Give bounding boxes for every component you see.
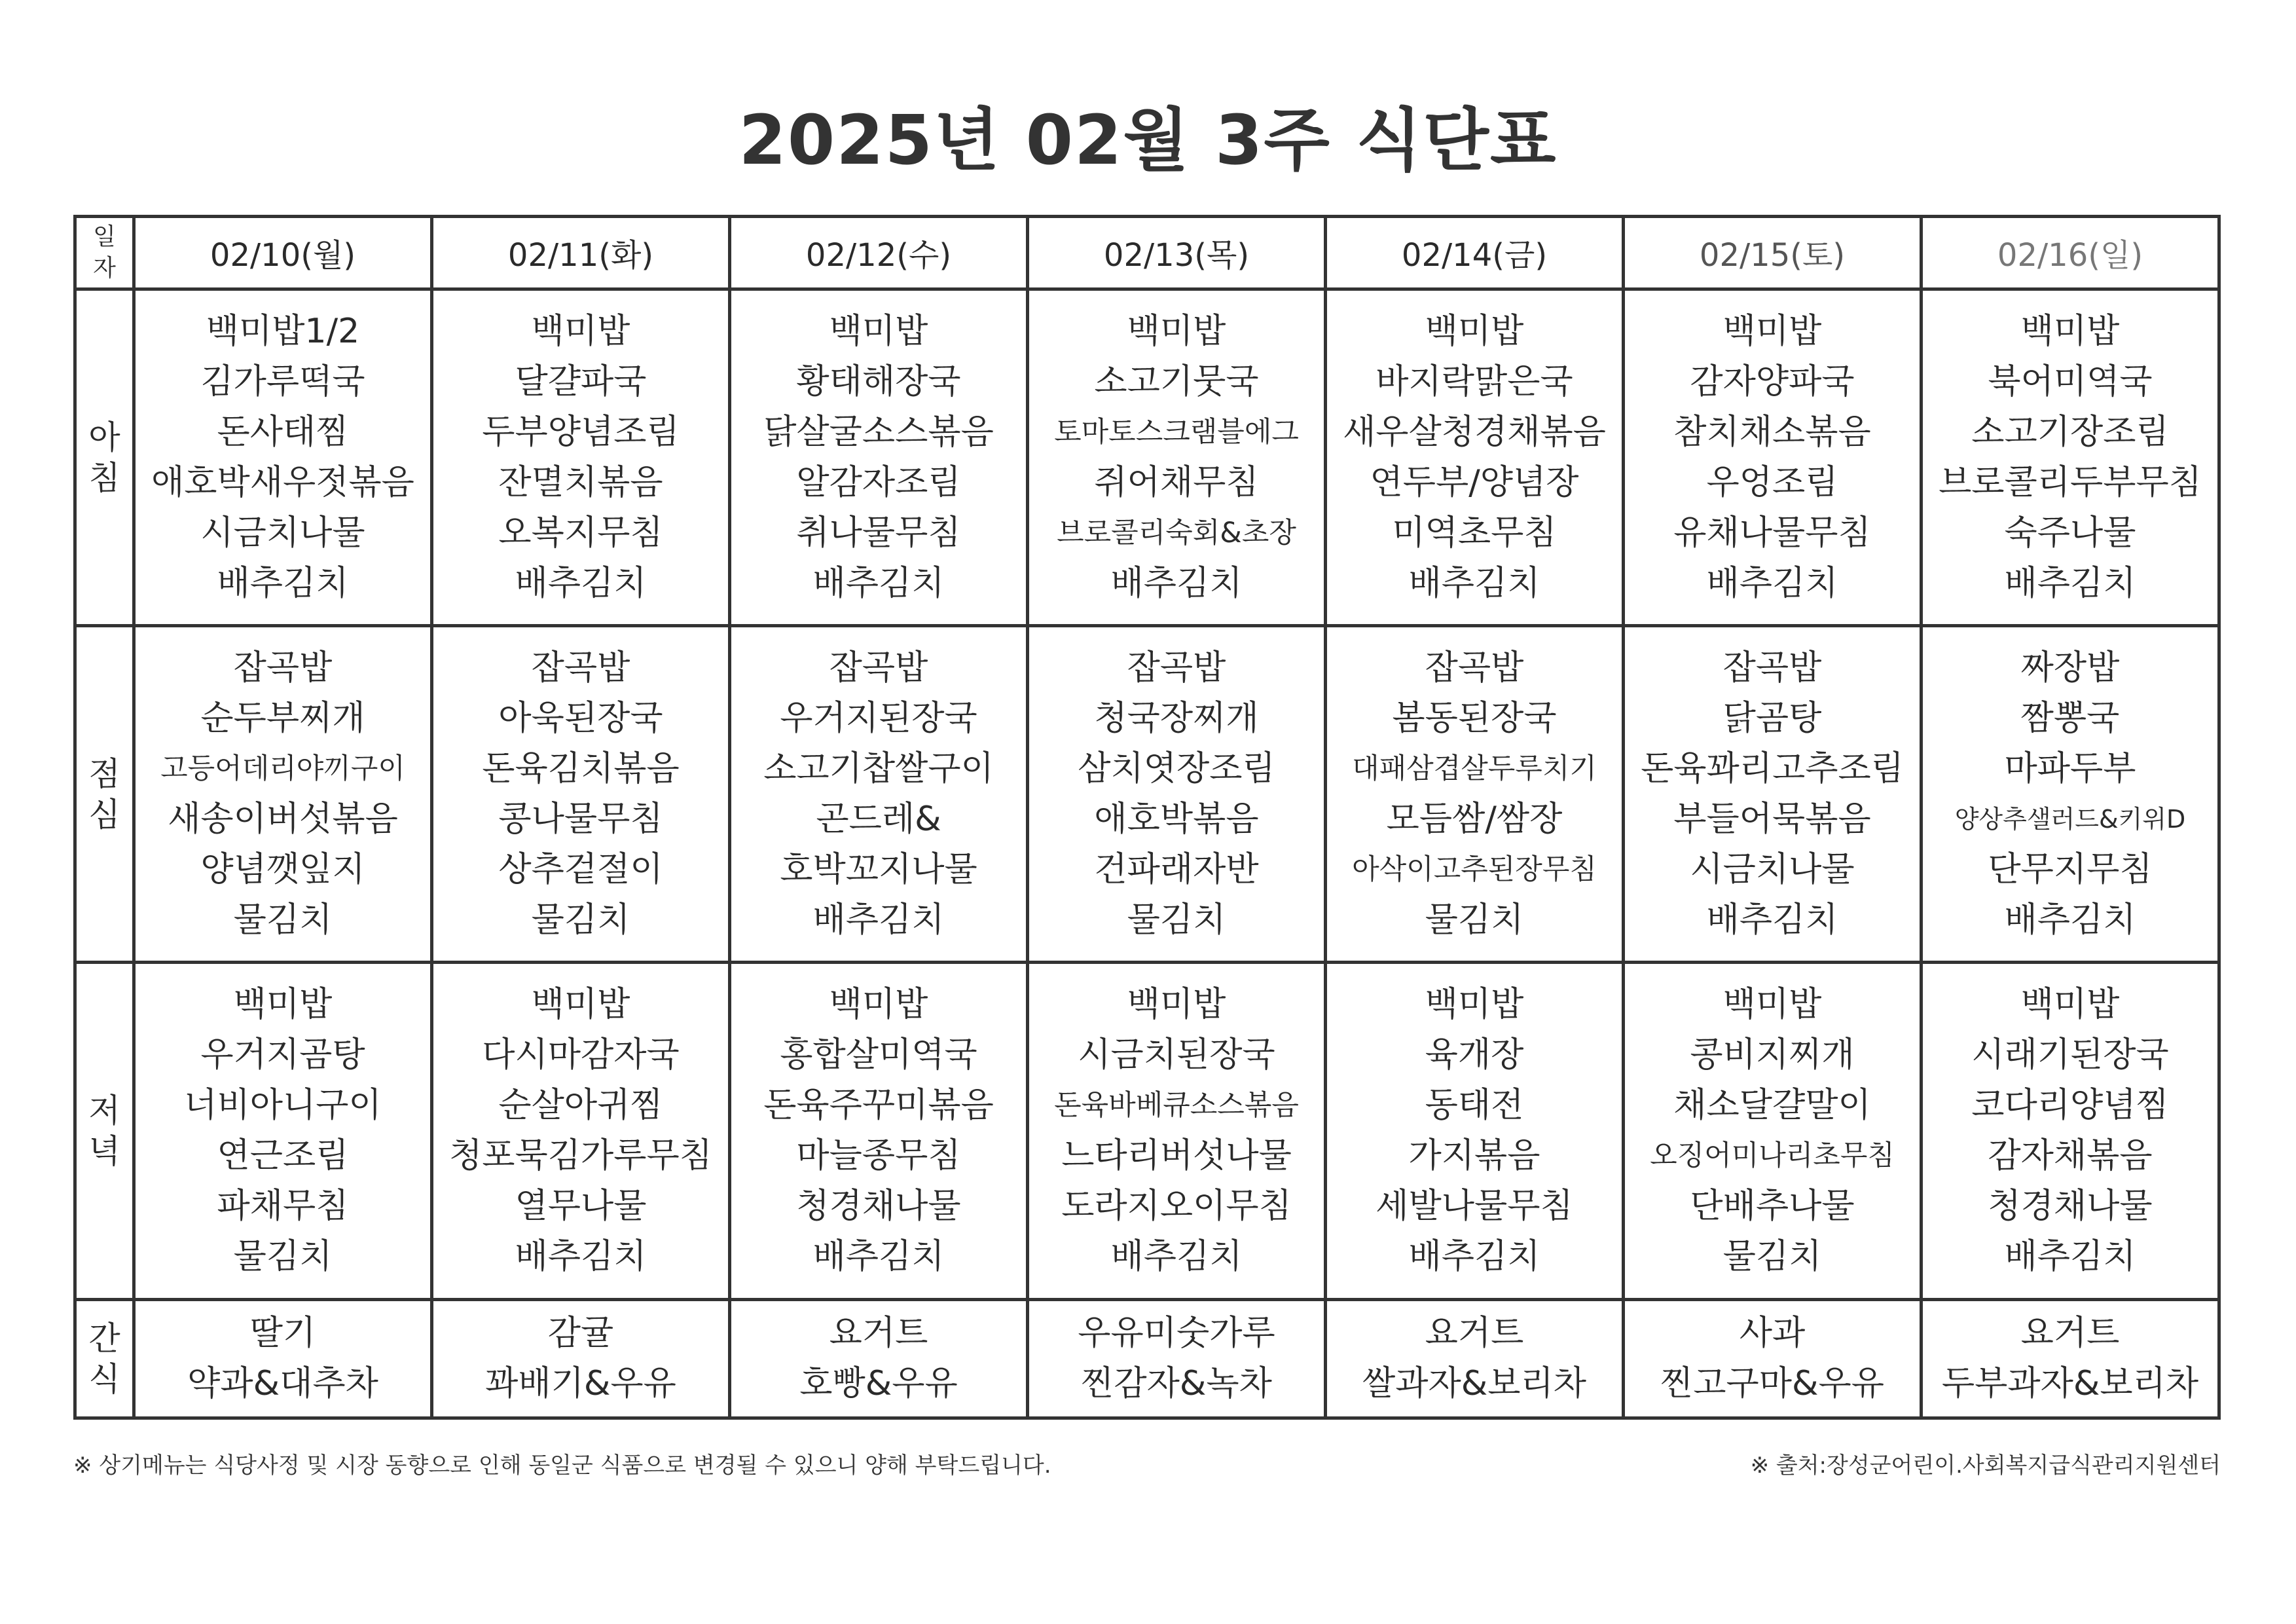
- dish-item: 잡곡밥: [1425, 648, 1524, 688]
- dish-item: 물김치: [233, 1236, 333, 1276]
- dish-item: 아삭이고추된장무침: [1352, 853, 1597, 886]
- dinner-cell: [1028, 963, 1326, 1299]
- dish-item: 쌀과자&보리차: [1362, 1363, 1586, 1403]
- dish-item: 바지락맑은국: [1376, 361, 1573, 401]
- meal-label-top: 저: [88, 1091, 120, 1130]
- dinner-cell: [1326, 963, 1624, 1299]
- dish-item: 시금치나물: [1690, 849, 1855, 889]
- dish-item: 양념깻잎지: [200, 849, 365, 889]
- date-header-row: [75, 217, 2219, 289]
- dish-item: 시금치된장국: [1078, 1035, 1275, 1075]
- page-title: 2025년 02월 3주 식단표: [738, 100, 1558, 180]
- dish-item: 배추김치: [2004, 1236, 2136, 1276]
- dish-item: 배추김치: [1110, 1236, 1243, 1276]
- lunch-cell: [730, 626, 1028, 963]
- dish-item: 짜장밥: [2020, 648, 2120, 688]
- dish-item: 찐감자&녹차: [1081, 1363, 1272, 1403]
- dish-item: 배추김치: [812, 900, 945, 940]
- notice-footnote: ※ 상기메뉴는 식당사정 및 시장 동향으로 인해 동일군 식품으로 변경될 수 있으니 양해 부탁드립니다.: [73, 1452, 1051, 1479]
- dish-item: 딸기: [249, 1313, 316, 1353]
- dish-item: 요거트: [2020, 1313, 2120, 1353]
- meal-label-top: 간: [88, 1319, 120, 1357]
- dish-item: 배추김치: [1408, 1236, 1540, 1276]
- dish-item: 느타리버섯나물: [1061, 1135, 1292, 1175]
- dish-item: 백미밥: [1722, 311, 1822, 351]
- breakfast-cell: [1922, 289, 2219, 625]
- dish-item: 백미밥: [1425, 311, 1524, 351]
- dish-item: 감자양파국: [1690, 361, 1855, 401]
- breakfast-cell: [730, 289, 1028, 625]
- dish-item: 백미밥: [2020, 311, 2120, 351]
- dish-item: 감자채볶음: [1988, 1135, 2153, 1175]
- meal-label-top: 점: [88, 754, 120, 793]
- dish-item: 소고기장조림: [1971, 412, 2169, 452]
- dish-item: 배추김치: [1706, 900, 1838, 940]
- dinner-cell: [432, 963, 730, 1299]
- date-label-top: 일: [93, 223, 116, 250]
- dish-item: 물김치: [1425, 900, 1524, 940]
- meal-row: [75, 963, 2219, 1299]
- dish-item: 배추김치: [1110, 563, 1243, 603]
- dinner-label: [75, 963, 134, 1299]
- dish-item: 미역초무침: [1392, 513, 1557, 553]
- dish-item: 홍합살미역국: [780, 1035, 977, 1075]
- date-fri: 02/14(금): [1326, 217, 1624, 289]
- dish-item: 청경채나물: [1988, 1186, 2153, 1226]
- dish-item: 백미밥: [1127, 984, 1226, 1024]
- dish-item: 우거지곰탕: [200, 1035, 365, 1075]
- dish-item: 애호박볶음: [1094, 799, 1259, 839]
- dinner-cell: [1922, 963, 2219, 1299]
- dish-item: 우유미숫가루: [1078, 1313, 1275, 1353]
- snack-cell: [1922, 1299, 2219, 1418]
- dish-item: 물김치: [1722, 1236, 1822, 1276]
- dish-item: 닭곰탕: [1722, 698, 1822, 738]
- dish-item: 유채나물무침: [1673, 513, 1871, 553]
- dish-item: 숙주나물: [2004, 513, 2136, 553]
- dish-item: 돈육꽈리고추조림: [1641, 748, 1904, 788]
- meal-label-bottom: 식: [88, 1359, 120, 1398]
- dish-item: 봄동된장국: [1392, 698, 1557, 738]
- dish-item: 요거트: [1425, 1313, 1524, 1353]
- lunch-cell: [1326, 626, 1624, 963]
- meal-label-top: 아: [88, 418, 120, 456]
- dish-item: 대패삼겹살두루치기: [1352, 752, 1597, 785]
- dish-item: 삼치엿장조림: [1078, 748, 1275, 788]
- breakfast-label: [75, 289, 134, 625]
- dish-item: 콩비지찌개: [1690, 1035, 1855, 1075]
- dish-item: 열무나물: [515, 1186, 647, 1226]
- dish-item: 브로콜리숙회&초장: [1057, 516, 1296, 549]
- dish-item: 곤드레&: [816, 799, 941, 839]
- meal-row: [75, 1299, 2219, 1418]
- dish-item: 잡곡밥: [1722, 648, 1822, 688]
- dish-item: 부들어묵볶음: [1673, 799, 1871, 839]
- date-sun: 02/16(일): [1922, 217, 2219, 289]
- dish-item: 배추김치: [217, 563, 349, 603]
- dish-item: 시래기된장국: [1971, 1035, 2169, 1075]
- dish-item: 청국장찌개: [1094, 698, 1259, 738]
- dish-item: 양상추샐러드&키위D: [1954, 804, 2186, 834]
- dish-item: 단무지무침: [1988, 849, 2153, 889]
- dish-item: 파채무침: [217, 1186, 349, 1226]
- dish-item: 아욱된장국: [498, 698, 663, 738]
- snack-cell: [1326, 1299, 1624, 1418]
- dish-item: 백미밥: [531, 311, 630, 351]
- dish-item: 연두부/양념장: [1370, 462, 1579, 502]
- date-thu: 02/13(목): [1028, 217, 1326, 289]
- dish-item: 채소달걀말이: [1673, 1085, 1871, 1125]
- dish-item: 닭살굴소스볶음: [763, 412, 994, 452]
- dish-item: 잡곡밥: [1127, 648, 1226, 688]
- breakfast-cell: [1624, 289, 1922, 625]
- dish-item: 소고기찹쌀구이: [763, 748, 994, 788]
- lunch-cell: [134, 626, 432, 963]
- dish-item: 찐고구마&우유: [1660, 1363, 1884, 1403]
- dish-item: 새우살청경채볶음: [1343, 412, 1606, 452]
- dish-item: 우거지된장국: [780, 698, 977, 738]
- dish-item: 오징어미나리초무침: [1650, 1139, 1895, 1172]
- breakfast-cell: [1326, 289, 1624, 625]
- dinner-cell: [730, 963, 1028, 1299]
- source-footnote: ※ 출처:장성군어린이.사회복지급식관리지원센터: [1750, 1452, 2221, 1479]
- meal-label-bottom: 심: [88, 795, 120, 834]
- dish-item: 사과: [1739, 1313, 1806, 1353]
- dish-item: 애호박새우젓볶음: [151, 462, 414, 502]
- dish-item: 물김치: [531, 900, 630, 940]
- dish-item: 약과&대추차: [187, 1363, 378, 1403]
- dish-item: 배추김치: [2004, 563, 2136, 603]
- dish-item: 육개장: [1425, 1035, 1524, 1075]
- dish-item: 모듬쌈/쌈장: [1386, 799, 1563, 839]
- dish-item: 꽈배기&우유: [485, 1363, 676, 1403]
- dish-item: 배추김치: [812, 563, 945, 603]
- dish-item: 토마토스크램블에그: [1054, 415, 1299, 449]
- dish-item: 연근조림: [217, 1135, 349, 1175]
- dish-item: 다시마감자국: [482, 1035, 680, 1075]
- dish-item: 배추김치: [1706, 563, 1838, 603]
- dish-item: 소고기뭇국: [1094, 361, 1259, 401]
- meal-row: [75, 626, 2219, 963]
- dish-item: 고등어데리야끼구이: [160, 752, 405, 785]
- dish-item: 백미밥: [829, 311, 928, 351]
- dish-item: 오복지무침: [498, 513, 663, 553]
- dinner-cell: [134, 963, 432, 1299]
- dish-item: 백미밥: [829, 984, 928, 1024]
- dish-item: 시금치나물: [200, 513, 365, 553]
- dish-item: 브로콜리두부무침: [1939, 462, 2202, 502]
- date-mon: 02/10(월): [134, 217, 432, 289]
- dish-item: 백미밥: [1425, 984, 1524, 1024]
- lunch-label: [75, 626, 134, 963]
- dish-item: 순두부찌개: [200, 698, 365, 738]
- dish-item: 백미밥: [1722, 984, 1822, 1024]
- dish-item: 돈육바베큐소스볶음: [1054, 1088, 1299, 1122]
- dish-item: 호빵&우유: [799, 1363, 958, 1403]
- breakfast-cell: [134, 289, 432, 625]
- dish-item: 돈육주꾸미볶음: [763, 1085, 994, 1125]
- lunch-cell: [1922, 626, 2219, 963]
- dish-item: 건파래자반: [1094, 849, 1259, 889]
- dish-item: 콩나물무침: [498, 799, 663, 839]
- dish-item: 세발나물무침: [1376, 1186, 1573, 1226]
- dish-item: 달걀파국: [515, 361, 647, 401]
- dish-item: 순살아귀찜: [498, 1085, 663, 1125]
- meal-label-bottom: 침: [88, 458, 120, 497]
- dish-item: 알감자조림: [796, 462, 961, 502]
- dinner-cell: [1624, 963, 1922, 1299]
- snack-cell: [134, 1299, 432, 1418]
- dish-item: 잡곡밥: [233, 648, 333, 688]
- dish-item: 잔멸치볶음: [498, 462, 663, 502]
- breakfast-cell: [432, 289, 730, 625]
- dish-item: 백미밥: [531, 984, 630, 1024]
- dish-item: 상추겉절이: [498, 849, 663, 889]
- dish-item: 잡곡밥: [531, 648, 630, 688]
- date-wed: 02/12(수): [730, 217, 1028, 289]
- dish-item: 쥐어채무침: [1094, 462, 1259, 502]
- dish-item: 잡곡밥: [829, 648, 928, 688]
- snack-cell: [432, 1299, 730, 1418]
- date-sat: 02/15(토): [1624, 217, 1922, 289]
- dish-item: 우엉조림: [1706, 462, 1838, 502]
- dish-item: 너비아니구이: [184, 1085, 382, 1125]
- dish-item: 짬뽕국: [2020, 698, 2120, 738]
- dish-item: 새송이버섯볶음: [168, 799, 398, 839]
- meal-label-bottom: 녁: [88, 1132, 120, 1170]
- snack-cell: [1624, 1299, 1922, 1418]
- date-column-label: [75, 217, 134, 289]
- meal-plan-table: [73, 215, 2221, 1420]
- dish-item: 김가루떡국: [200, 361, 365, 401]
- dish-item: 마늘종무침: [796, 1135, 961, 1175]
- breakfast-cell: [1028, 289, 1326, 625]
- dish-item: 도라지오이무침: [1061, 1186, 1292, 1226]
- dish-item: 청경채나물: [796, 1186, 961, 1226]
- dish-item: 단배추나물: [1690, 1186, 1855, 1226]
- date-label-bottom: 자: [93, 254, 116, 282]
- dish-item: 배추김치: [1408, 563, 1540, 603]
- lunch-cell: [432, 626, 730, 963]
- dish-item: 돈사태찜: [217, 412, 349, 452]
- date-tue: 02/11(화): [432, 217, 730, 289]
- dish-item: 두부양념조림: [482, 412, 680, 452]
- dish-item: 배추김치: [515, 1236, 647, 1276]
- snack-label: [75, 1299, 134, 1418]
- dish-item: 백미밥: [2020, 984, 2120, 1024]
- dish-item: 코다리양념찜: [1971, 1085, 2169, 1125]
- dish-item: 물김치: [233, 900, 333, 940]
- dish-item: 호박꼬지나물: [780, 849, 977, 889]
- dish-item: 청포묵김가루무침: [449, 1135, 712, 1175]
- dish-item: 마파두부: [2004, 748, 2136, 788]
- dish-item: 동태전: [1425, 1085, 1524, 1125]
- dish-item: 백미밥1/2: [206, 311, 360, 351]
- dish-item: 배추김치: [515, 563, 647, 603]
- dish-item: 요거트: [829, 1313, 928, 1353]
- dish-item: 가지볶음: [1408, 1135, 1540, 1175]
- meal-row: [75, 289, 2219, 625]
- dish-item: 감귤: [547, 1313, 614, 1353]
- dish-item: 백미밥: [1127, 311, 1226, 351]
- dish-item: 배추김치: [2004, 900, 2136, 940]
- lunch-cell: [1624, 626, 1922, 963]
- dish-item: 백미밥: [233, 984, 333, 1024]
- snack-cell: [1028, 1299, 1326, 1418]
- dish-item: 북어미역국: [1988, 361, 2153, 401]
- dish-item: 황태해장국: [796, 361, 961, 401]
- snack-cell: [730, 1299, 1028, 1418]
- dish-item: 물김치: [1127, 900, 1226, 940]
- dish-item: 참치채소볶음: [1673, 412, 1871, 452]
- dish-item: 취나물무침: [796, 513, 961, 553]
- dish-item: 돈육김치볶음: [482, 748, 680, 788]
- dish-item: 배추김치: [812, 1236, 945, 1276]
- dish-item: 두부과자&보리차: [1941, 1363, 2199, 1403]
- lunch-cell: [1028, 626, 1326, 963]
